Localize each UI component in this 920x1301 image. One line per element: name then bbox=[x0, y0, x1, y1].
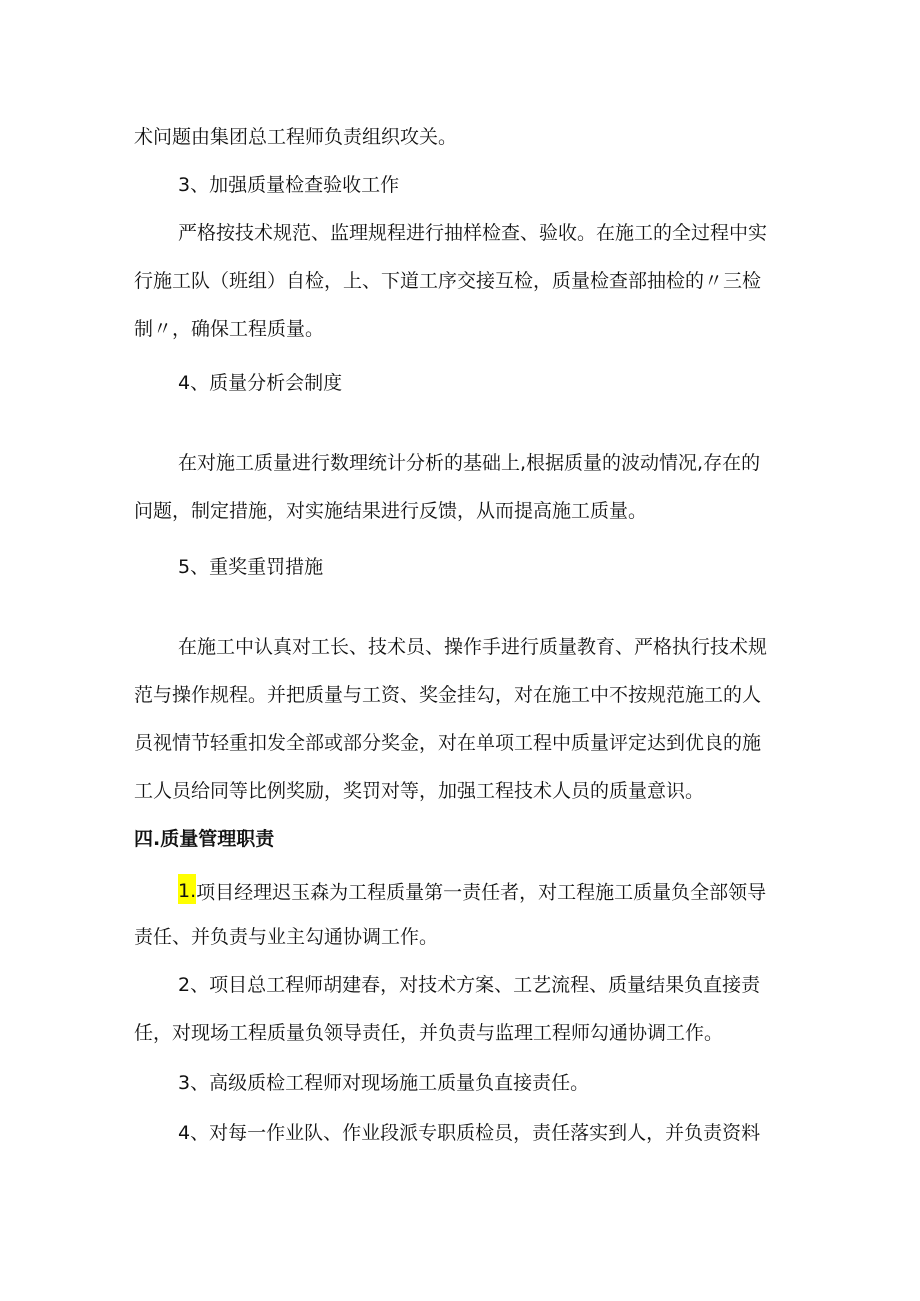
paragraph-line: 范与操作规程。并把质量与工资、奖金挂勾，对在施工中不按规范施工的人 bbox=[134, 684, 762, 706]
section-heading-3: 3、加强质量检查验收工作 bbox=[178, 174, 400, 196]
paragraph-line: 制〃，确保工程质量。 bbox=[134, 318, 325, 340]
chapter-heading: 四.质量管理职责 bbox=[134, 828, 275, 850]
paragraph-line: 工人员给同等比例奖励，奖罚对等，加强工程技术人员的质量意识。 bbox=[134, 780, 705, 802]
list-item-text: 项目经理迟玉森为工程质量第一责任者，对工程施工质量负全部领导 bbox=[196, 881, 767, 904]
list-item-4: 4、对每一作业队、作业段派专职质检员，责任落实到人，并负责资料 bbox=[178, 1122, 761, 1144]
list-item-2: 2、项目总工程师胡建春，对技术方案、工艺流程、质量结果负直接责 bbox=[178, 974, 761, 996]
paragraph-line: 在对施工质量进行数理统计分析的基础上,根据质量的波动情况,存在的 bbox=[178, 452, 761, 474]
section-heading-5: 5、重奖重罚措施 bbox=[178, 556, 324, 578]
list-item-3: 3、高级质检工程师对现场施工质量负直接责任。 bbox=[178, 1072, 590, 1094]
list-item-1 bbox=[178, 874, 794, 904]
paragraph-line: 术问题由集团总工程师负责组织攻关。 bbox=[134, 126, 458, 148]
paragraph-line: 问题，制定措施，对实施结果进行反馈，从而提高施工质量。 bbox=[134, 500, 648, 522]
paragraph-line: 在施工中认真对工长、技术员、操作手进行质量教育、严格执行技术规 bbox=[178, 636, 768, 658]
paragraph-line: 严格按技术规范、监理规程进行抽样检查、验收。在施工的全过程中实 bbox=[178, 222, 768, 244]
paragraph-line: 责任、并负责与业主勾通协调工作。 bbox=[134, 926, 439, 948]
section-heading-4: 4、质量分析会制度 bbox=[178, 372, 343, 394]
paragraph-line: 员视情节轻重扣发全部或部分奖金，对在单项工程中质量评定达到优良的施 bbox=[134, 732, 762, 754]
paragraph-line: 行施工队（班组）自检，上、下道工序交接互检，质量检查部抽检的〃三检 bbox=[134, 270, 762, 292]
highlighted-number: 1. bbox=[178, 874, 196, 904]
paragraph-line: 任，对现场工程质量负领导责任，并负责与监理工程师勾通协调工作。 bbox=[134, 1022, 724, 1044]
